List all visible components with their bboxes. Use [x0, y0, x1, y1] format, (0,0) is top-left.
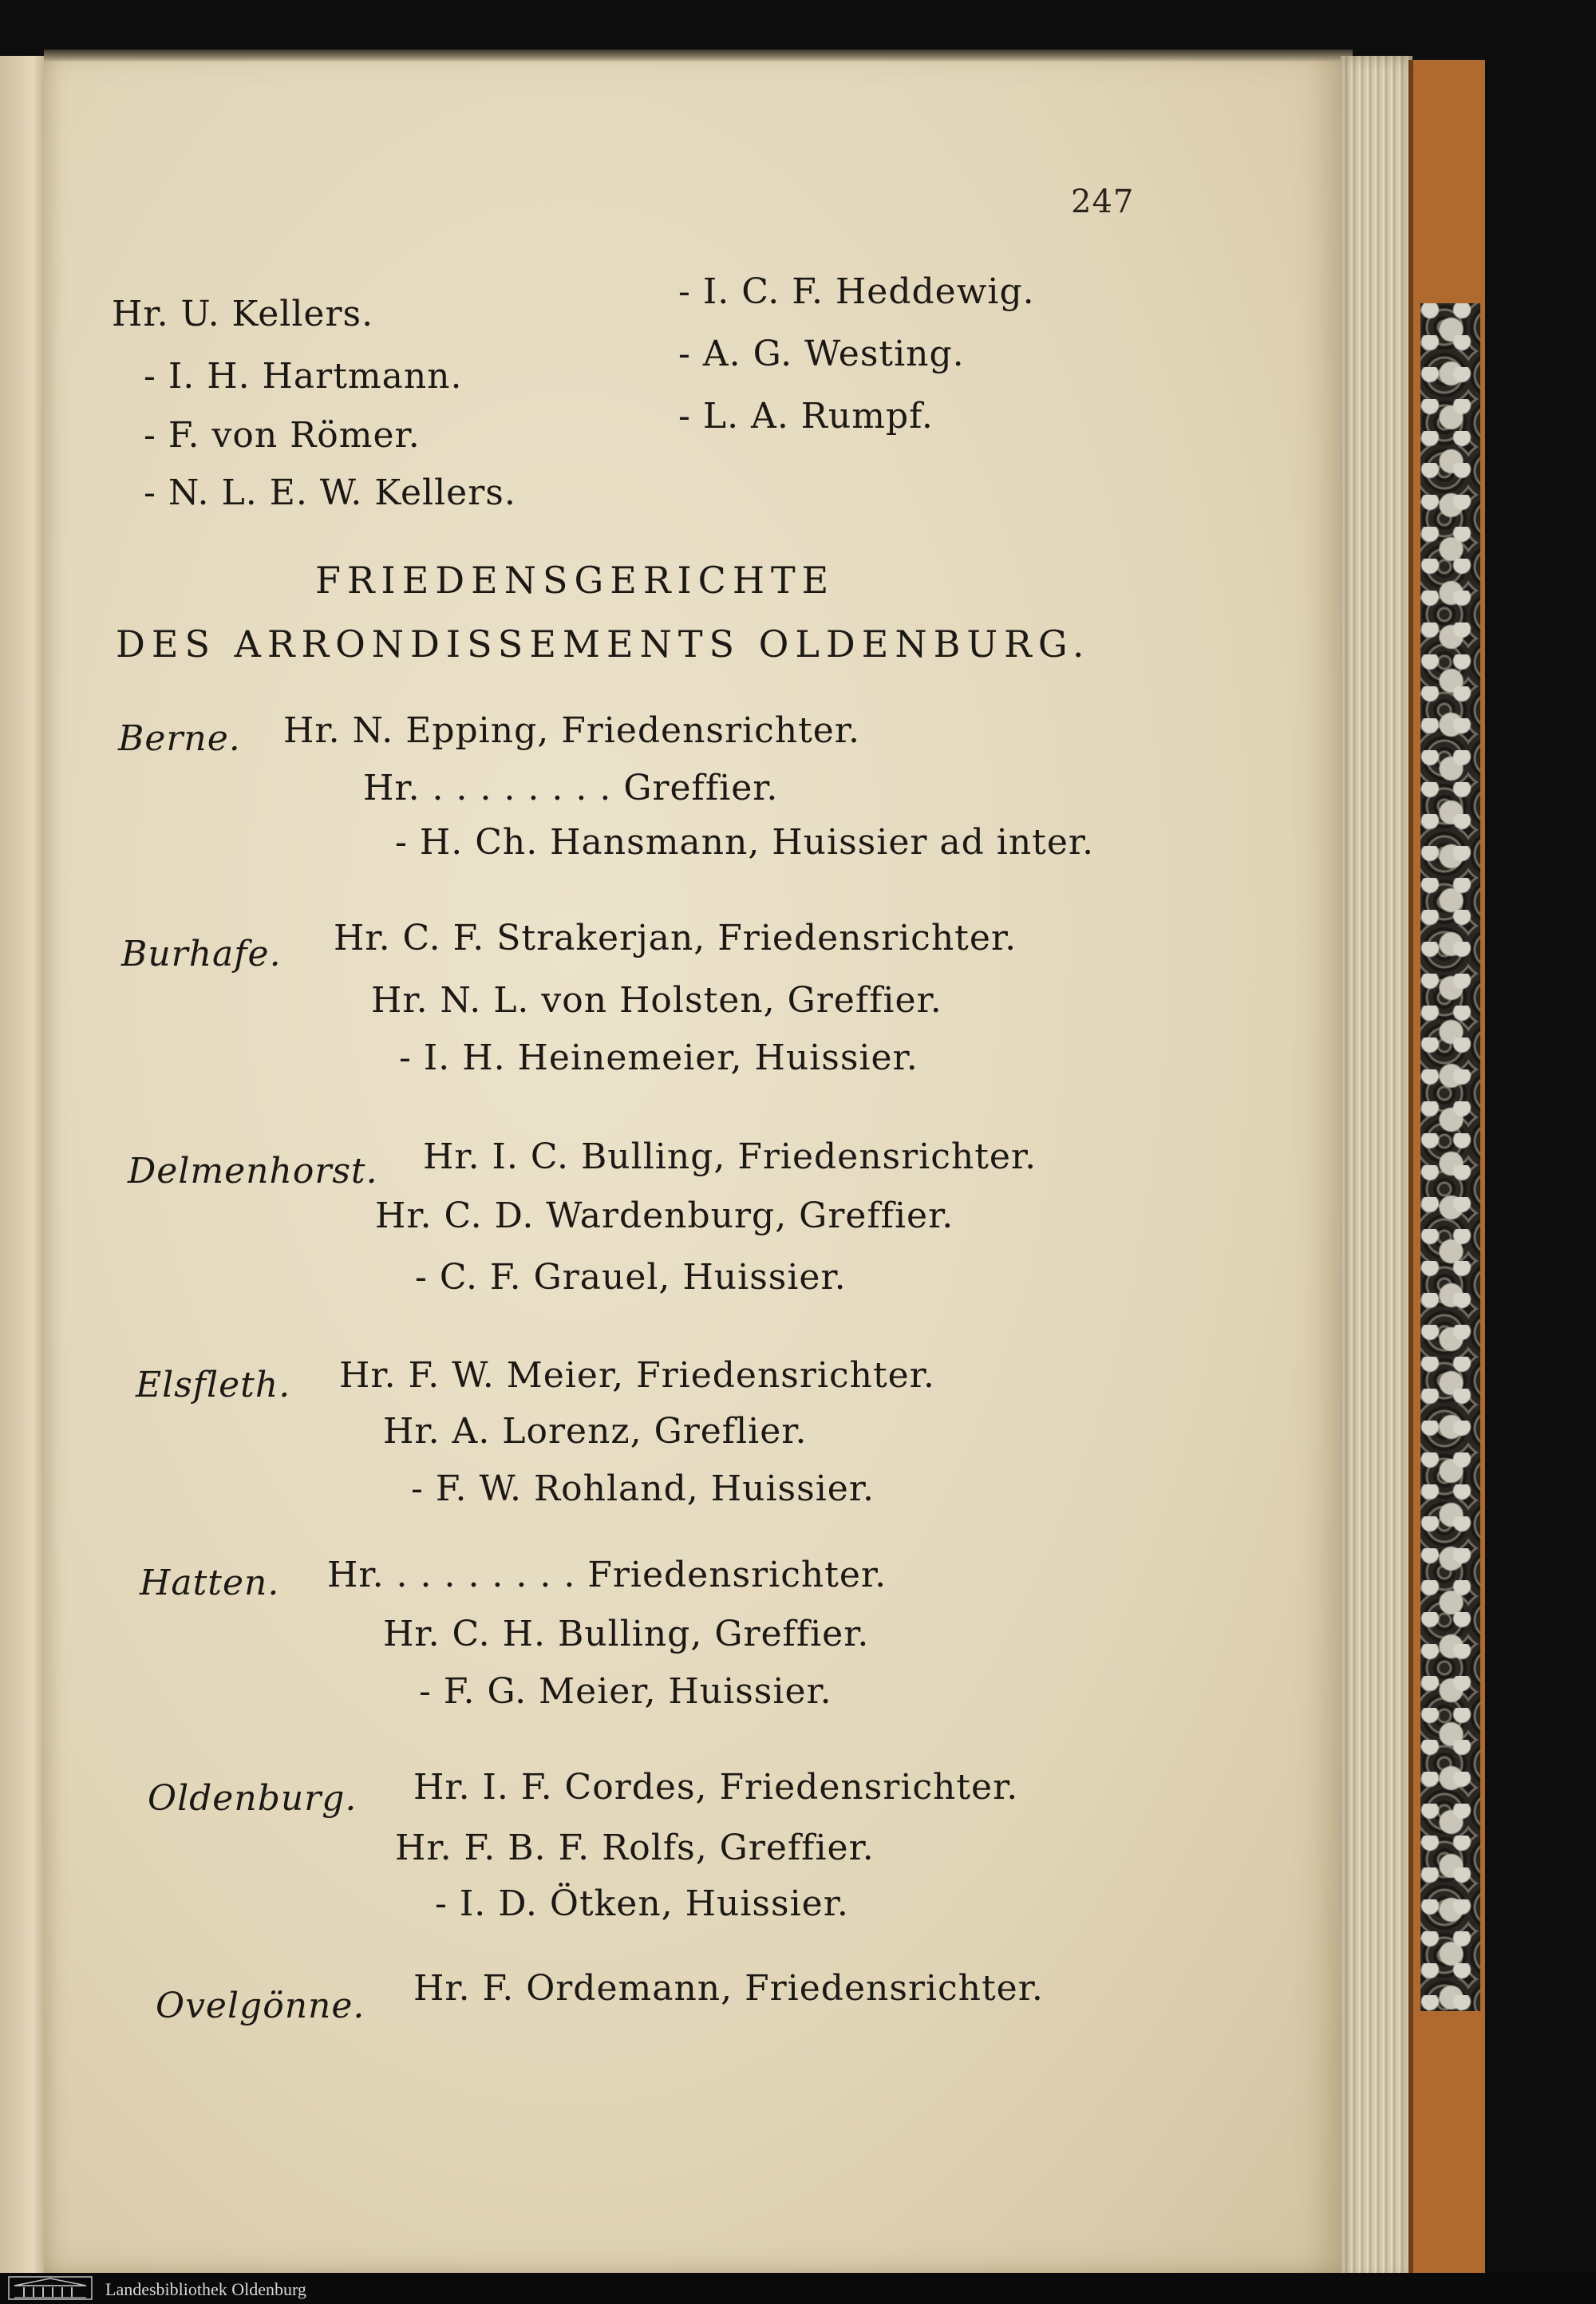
list-item: - A. G. Westing.	[678, 334, 965, 374]
entry-line: Hr. F. W. Meier, Friedensrichter.	[339, 1355, 935, 1396]
entry-line: Hr. F. Ordemann, Friedensrichter.	[413, 1968, 1044, 2009]
entry-line: Hr. A. Lorenz, Greflier.	[383, 1411, 808, 1452]
entry-line: Hr. C. D. Wardenburg, Greffier.	[375, 1195, 954, 1236]
entry-line: Hr. . . . . . . . . Friedensrichter.	[327, 1555, 887, 1595]
list-item: - I. H. Hartmann.	[144, 356, 463, 397]
entry-line: - C. F. Grauel, Huissier.	[415, 1257, 847, 1298]
list-item: - L. A. Rumpf.	[678, 396, 934, 437]
entry-line: Hr. N. L. von Holsten, Greffier.	[371, 980, 942, 1021]
list-item: Hr. U. Kellers.	[112, 294, 374, 334]
place-name: Hatten.	[140, 1563, 280, 1603]
library-name: Landesbibliothek Oldenburg	[105, 2279, 306, 2299]
section-heading: FRIEDENSGERICHTE	[315, 559, 836, 602]
library-logo-icon	[8, 2276, 93, 2300]
list-item: - F. von Römer.	[144, 415, 421, 456]
place-name: Delmenhorst.	[128, 1151, 378, 1192]
entry-line: Hr. . . . . . . . . Greffier.	[363, 768, 779, 808]
place-name: Berne.	[118, 718, 241, 759]
page-number: 247	[1071, 184, 1135, 220]
place-name: Oldenburg.	[148, 1778, 358, 1819]
entry-line: - I. D. Ötken, Huissier.	[435, 1883, 849, 1924]
place-name: Elsfleth.	[136, 1365, 291, 1405]
entry-line: - H. Ch. Hansmann, Huissier ad inter.	[395, 822, 1095, 863]
place-name: Burhafe.	[121, 934, 282, 974]
page-top-shadow	[44, 49, 1353, 62]
entry-line: - F. G. Meier, Huissier.	[419, 1671, 832, 1712]
entry-line: Hr. I. F. Cordes, Friedensrichter.	[413, 1767, 1019, 1808]
entry-line: Hr. I. C. Bulling, Friedensrichter.	[423, 1136, 1037, 1177]
list-item: - N. L. E. W. Kellers.	[144, 472, 516, 513]
marbled-cover	[1420, 303, 1480, 2011]
entry-line: Hr. N. Epping, Friedensrichter.	[283, 710, 860, 751]
entry-line: Hr. C. H. Bulling, Greffier.	[383, 1614, 870, 1654]
page-stack-edges	[1341, 56, 1412, 2282]
entry-line: Hr. F. B. F. Rolfs, Greffier.	[395, 1828, 875, 1868]
section-heading: DES ARRONDISSEMENTS OLDENBURG.	[116, 622, 1091, 666]
place-name: Ovelgönne.	[156, 1986, 365, 2026]
entry-line: Hr. C. F. Strakerjan, Friedensrichter.	[334, 918, 1017, 958]
list-item: - I. C. F. Heddewig.	[678, 271, 1035, 312]
entry-line: - F. W. Rohland, Huissier.	[411, 1468, 875, 1509]
facing-page-edge	[0, 56, 48, 2274]
footer-bar	[0, 2273, 1596, 2304]
entry-line: - I. H. Heinemeier, Huissier.	[399, 1037, 918, 1078]
